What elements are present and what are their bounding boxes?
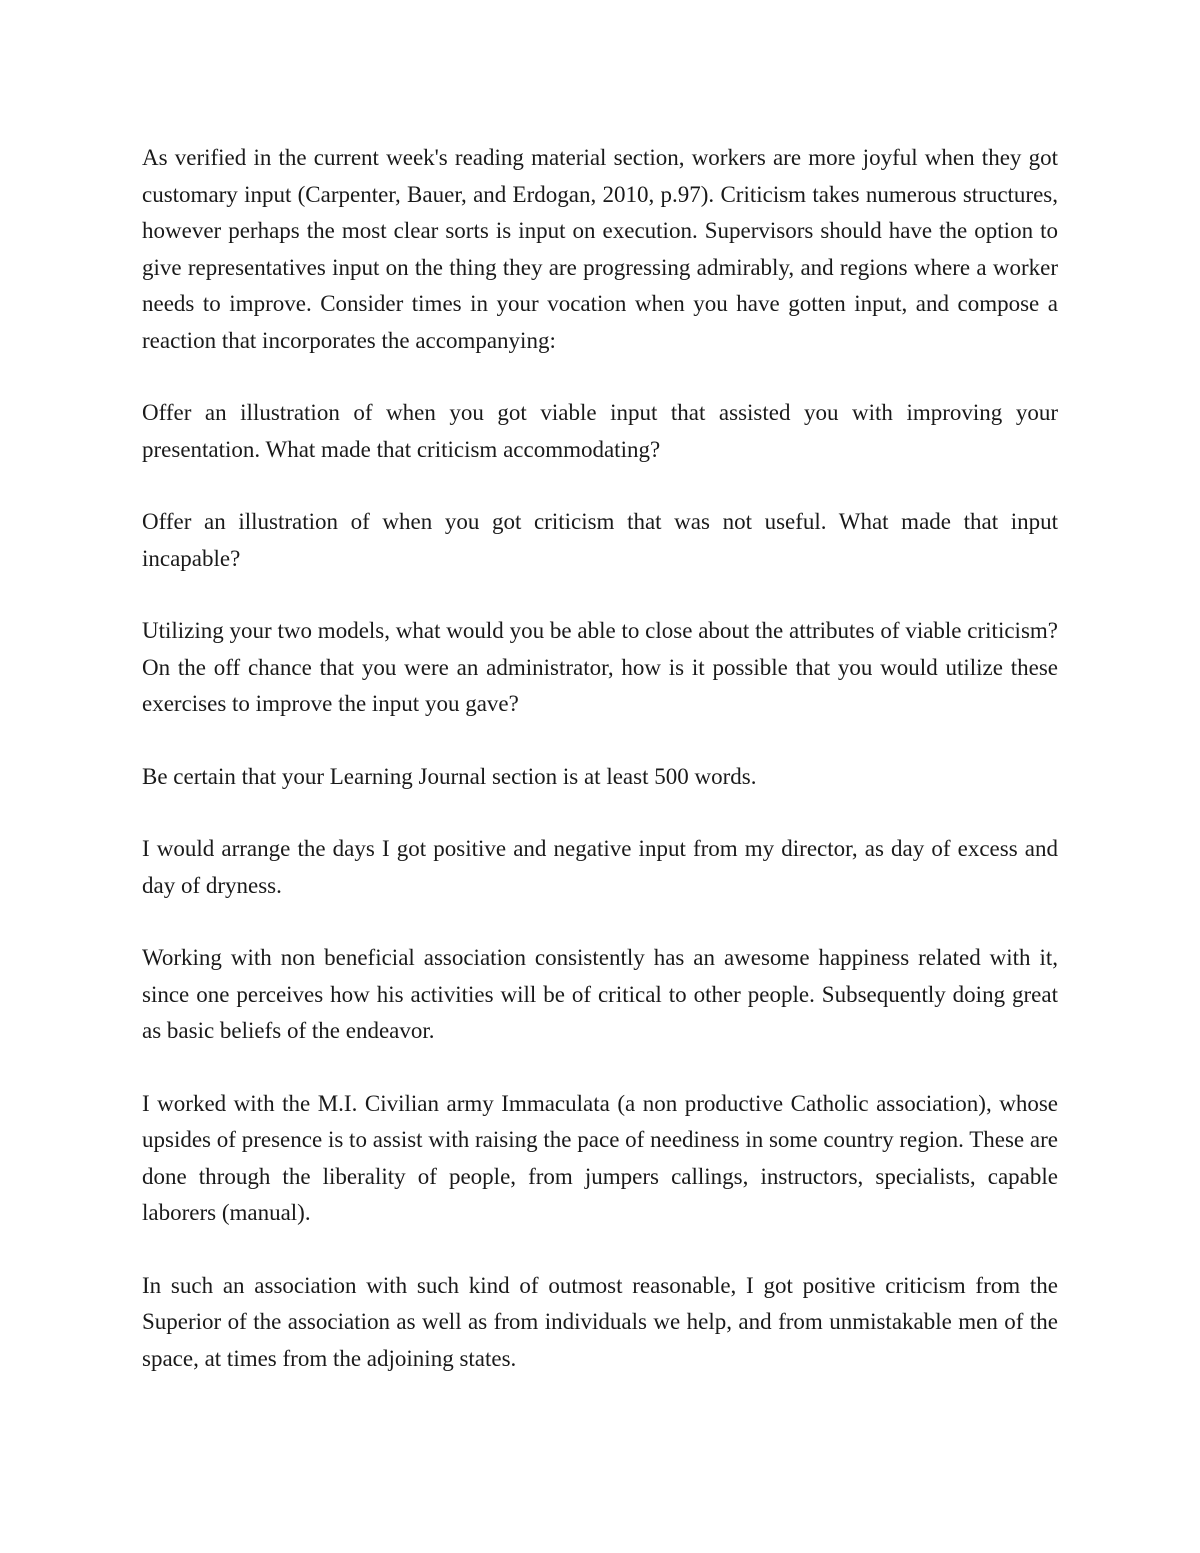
paragraph-response-4: In such an association with such kind of outmost reasonable, I got positive criticism from the Superior of the association as well as from individuals we help, and from unmistakable men of the space, at times from the adjoining states. [142, 1272, 1058, 1371]
paragraph-word-count: Be certain that your Learning Journal section is at least 500 words. [142, 763, 757, 789]
paragraph-response-1: I would arrange the days I got positive and negative input from my director, as day of excess and day of dryness. [142, 836, 1058, 898]
paragraph-intro: As verified in the current week's reading material section, workers are more joyful when they got customary input (Carpenter, Bauer, and Erdogan, 2010, p.97). Criticism takes numerous structures, however perhaps the most clear sorts is input on execution. Supervisors should have the option to give representatives input on the thing they are progressing admirably, and regions where a worker needs to improve. Consider times in your vocation when you have gotten input, and compose a reaction that incorporates the accompanying: [142, 145, 1058, 353]
document-body [142, 140, 1058, 1413]
paragraph-prompt-effective-feedback: Offer an illustration of when you got viable input that assisted you with improving your presentation. What made that criticism accommodating? [142, 400, 1058, 462]
paragraph-response-3: I worked with the M.I. Civilian army Immaculata (a non productive Catholic association), whose upsides of presence is to assist with raising the pace of neediness in some country region. These are done through the liberality of people, from jumpers callings, instructors, specialists, capable laborers (manual). [142, 1090, 1058, 1225]
paragraph-prompt-unhelpful-feedback: Offer an illustration of when you got criticism that was not useful. What made that input incapable? [142, 509, 1058, 571]
paragraph-response-2: Working with non beneficial association consistently has an awesome happiness related with it, since one perceives how his activities will be of critical to other people. Subsequently doing great as basic beliefs of the endeavor. [142, 945, 1058, 1043]
paragraph-prompt-conclusions: Utilizing your two models, what would you be able to close about the attributes of viable criticism? On the off chance that you were an administrator, how is it possible that you would utilize these exercises to improve the input you gave? [142, 618, 1058, 716]
